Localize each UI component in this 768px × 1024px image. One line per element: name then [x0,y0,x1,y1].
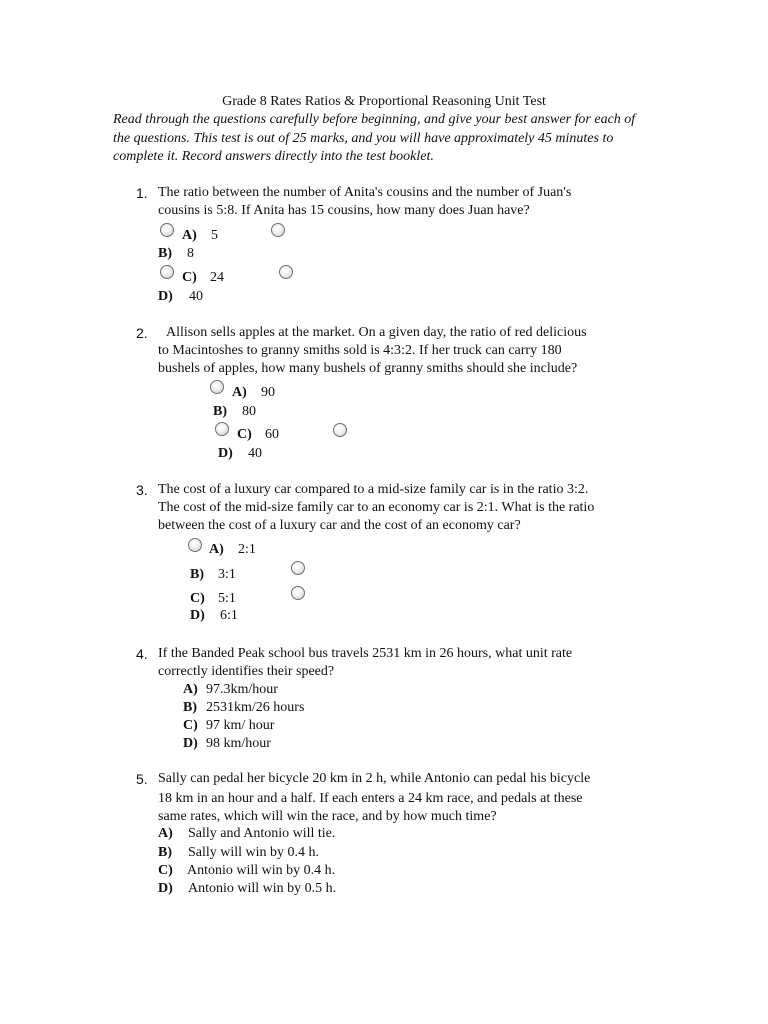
question-3-option-d-label: D) [190,608,205,623]
question-2-option-b-value: 80 [242,404,256,419]
question-5-option-c-value: Antonio will win by 0.4 h. [187,863,336,878]
question-5-line-2: 18 km in an hour and a half. If each enters a 24 km race, and pedals at these [158,791,583,806]
answer-radio[interactable] [291,561,305,575]
answer-radio[interactable] [160,265,174,279]
question-5-option-a-value: Sally and Antonio will tie. [188,826,336,841]
question-4-option-b-label: B) [183,700,197,715]
question-2-option-c-value: 60 [265,427,279,442]
question-3-option-c-value: 5:1 [218,591,236,606]
question-2-option-b-label: B) [213,404,227,419]
question-1-option-c-label: C) [182,270,197,285]
question-5-option-c-label: C) [158,863,173,878]
answer-radio[interactable] [160,223,174,237]
question-2-line-3: bushels of apples, how many bushels of granny smiths should she include? [158,361,578,376]
answer-radio[interactable] [279,265,293,279]
question-2-option-a-value: 90 [261,385,275,400]
answer-radio[interactable] [333,423,347,437]
question-5-line-1: Sally can pedal her bicycle 20 km in 2 h, while Antonio can pedal his bicycle [158,771,591,786]
answer-radio[interactable] [188,538,202,552]
question-1-option-b-value: 8 [187,246,194,261]
question-3-option-d-value: 6:1 [220,608,238,623]
question-2-line-1: Allison sells apples at the market. On a given day, the ratio of red delicious [166,325,587,340]
question-1-option-a-label: A) [182,228,197,243]
question-1-option-d-value: 40 [189,289,203,304]
question-1-option-d-label: D) [158,289,173,304]
question-4-option-a-value: 97.3km/hour [206,682,278,697]
question-5-option-a-label: A) [158,826,173,841]
question-4-option-b-value: 2531km/26 hours [206,700,305,715]
question-2-number: 2. [136,325,148,341]
question-5-line-3: same rates, which will win the race, and by how much time? [158,809,497,824]
question-2-line-2: to Macintoshes to granny smiths sold is 4:3:2. If her truck can carry 180 [158,343,562,358]
question-4-number: 4. [136,646,148,662]
question-1-option-c-value: 24 [210,270,224,285]
question-1-number: 1. [136,185,148,201]
question-3-number: 3. [136,482,148,498]
question-2-option-a-label: A) [232,385,247,400]
question-5-option-b-label: B) [158,845,172,860]
question-5-number: 5. [136,771,148,787]
question-1-line-2: cousins is 5:8. If Anita has 15 cousins, how many does Juan have? [158,203,530,218]
question-1-option-b-label: B) [158,246,172,261]
question-5-option-d-label: D) [158,881,173,896]
question-3-option-b-label: B) [190,567,204,582]
question-5-option-d-value: Antonio will win by 0.5 h. [188,881,337,896]
question-4-option-c-label: C) [183,718,198,733]
question-3-option-a-value: 2:1 [238,542,256,557]
answer-radio[interactable] [291,586,305,600]
question-2-option-d-value: 40 [248,446,262,461]
question-3-line-1: The cost of a luxury car compared to a mid-size family car is in the ratio 3:2. [158,482,589,497]
question-3-option-c-label: C) [190,591,205,606]
instructions: Read through the questions carefully before beginning, and give your best answer for each of the questions. This test is out of 25 marks, and you will have approximately 45 minutes to complete it. Record answers directly into the test booklet. [113,112,636,164]
question-2-option-d-label: D) [218,446,233,461]
test-title: Grade 8 Rates Ratios & Proportional Reasoning Unit Test [222,94,546,109]
question-4-option-c-value: 97 km/ hour [206,718,275,733]
question-4-line-1: If the Banded Peak school bus travels 2531 km in 26 hours, what unit rate [158,646,573,661]
question-3-line-2: The cost of the mid-size family car to an economy car is 2:1. What is the ratio [158,500,595,515]
question-4-option-a-label: A) [183,682,198,697]
question-1-line-1: The ratio between the number of Anita's cousins and the number of Juan's [158,185,572,200]
question-5-option-b-value: Sally will win by 0.4 h. [188,845,320,860]
question-4-option-d-label: D) [183,736,198,751]
question-3-line-3: between the cost of a luxury car and the cost of an economy car? [158,518,521,533]
question-4-line-2: correctly identifies their speed? [158,664,335,679]
answer-radio[interactable] [210,380,224,394]
question-4-option-d-value: 98 km/hour [206,736,271,751]
question-1-option-a-value: 5 [211,228,218,243]
answer-radio[interactable] [271,223,285,237]
answer-radio[interactable] [215,422,229,436]
question-3-option-a-label: A) [209,542,224,557]
question-2-option-c-label: C) [237,427,252,442]
question-3-option-b-value: 3:1 [218,567,236,582]
